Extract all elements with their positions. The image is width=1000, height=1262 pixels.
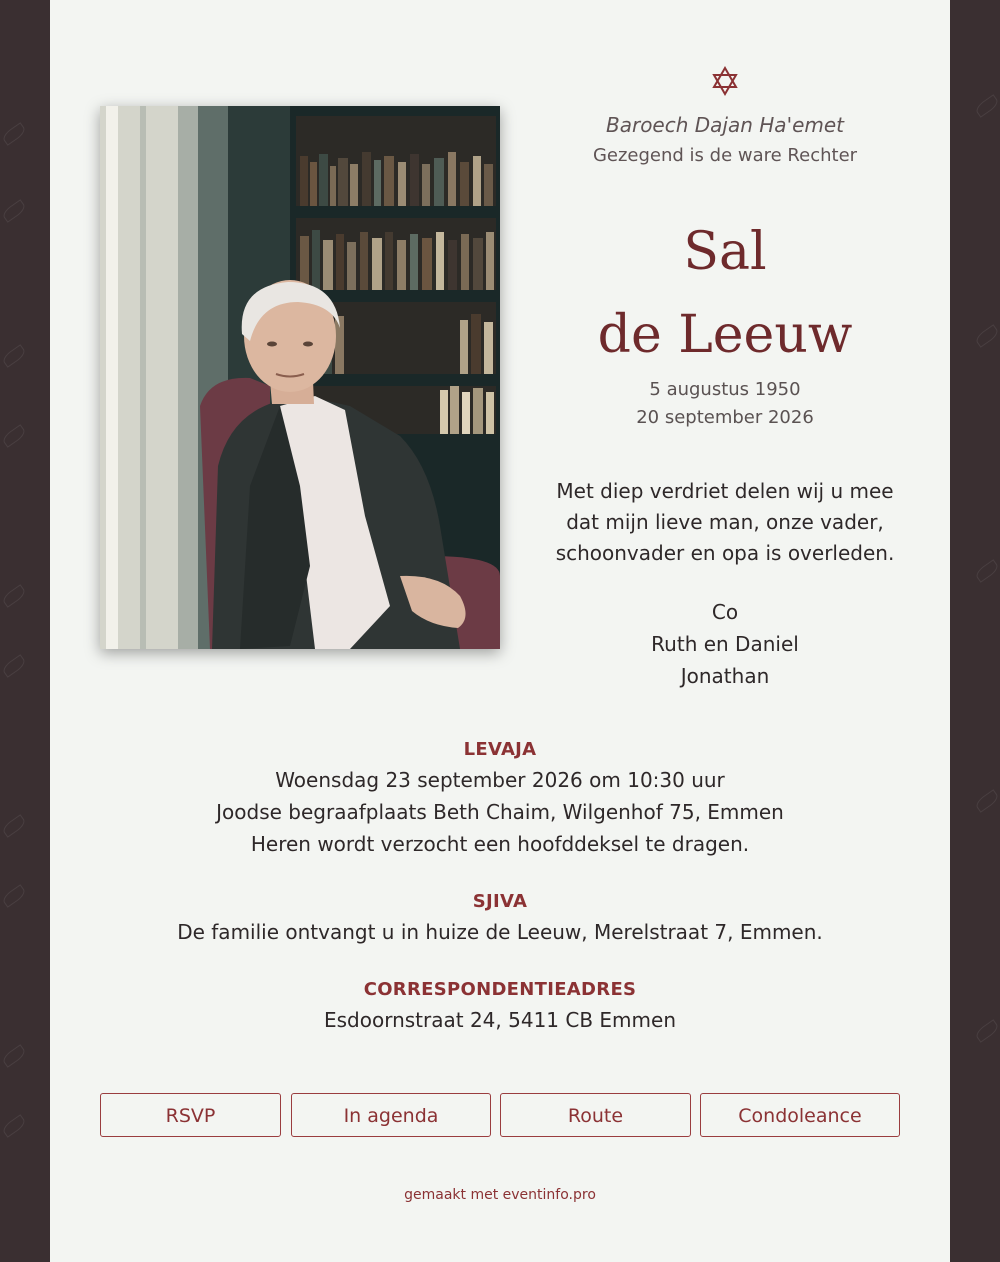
leaf-icon	[1, 199, 28, 223]
family-member: Ruth en Daniel	[651, 632, 799, 656]
blessing-translation: Gezegend is de ware Rechter	[592, 145, 858, 166]
leaf-icon	[1, 814, 28, 838]
correspondence-title: CORRESPONDENTIEADRES	[363, 979, 637, 1000]
announcement-card	[50, 0, 950, 1262]
leaf-icon	[1, 424, 28, 448]
star-of-david-icon	[710, 66, 740, 96]
levaja-note: Heren wordt verzocht een hoofddeksel te dragen.	[250, 832, 750, 856]
message-line: schoonvader en opa is overleden.	[555, 541, 895, 565]
leaf-icon	[1, 1114, 28, 1138]
levaja-title: LEVAJA	[463, 739, 537, 760]
family-member: Co	[711, 600, 739, 624]
leaf-icon	[974, 1019, 1000, 1043]
leaf-icon	[1, 654, 28, 678]
last-name: de Leeuw	[597, 305, 853, 365]
leaf-icon	[1, 122, 28, 146]
first-name: Sal	[683, 222, 767, 282]
levaja-date: Woensdag 23 september 2026 om 10:30 uur	[275, 768, 725, 792]
death-date: 20 september 2026	[636, 407, 814, 428]
add-to-agenda-button[interactable]: In agenda	[291, 1093, 491, 1137]
leaf-icon	[1, 344, 28, 368]
sjiva-title: SJIVA	[472, 891, 528, 912]
message-line: Met diep verdriet delen wij u mee	[556, 479, 894, 503]
leaf-icon	[1, 1044, 28, 1068]
leaf-icon	[1, 584, 28, 608]
route-button[interactable]: Route	[500, 1093, 691, 1137]
leaf-icon	[974, 789, 1000, 813]
leaf-icon	[974, 324, 1000, 348]
condolence-button[interactable]: Condoleance	[700, 1093, 900, 1137]
sjiva-info: De familie ontvangt u in huize de Leeuw, Merelstraat 7, Emmen.	[177, 920, 823, 944]
leaf-icon	[974, 94, 1000, 118]
announcement-message	[500, 476, 950, 569]
portrait-photo	[100, 106, 500, 649]
correspondence-address: Esdoornstraat 24, 5411 CB Emmen	[323, 1008, 676, 1032]
hebrew-blessing: Baroech Dajan Ha'emet	[606, 113, 844, 137]
portrait-illustration	[100, 106, 500, 649]
family-member: Jonathan	[680, 664, 770, 688]
birth-date: 5 augustus 1950	[649, 379, 801, 400]
leaf-icon	[974, 559, 1000, 583]
leaf-icon	[1, 884, 28, 908]
footer-link[interactable]: gemaakt met eventinfo.pro	[404, 1187, 596, 1203]
rsvp-button[interactable]: RSVP	[100, 1093, 281, 1137]
levaja-location: Joodse begraafplaats Beth Chaim, Wilgenhof 75, Emmen	[216, 800, 784, 824]
message-line: dat mijn lieve man, onze vader,	[566, 510, 884, 534]
